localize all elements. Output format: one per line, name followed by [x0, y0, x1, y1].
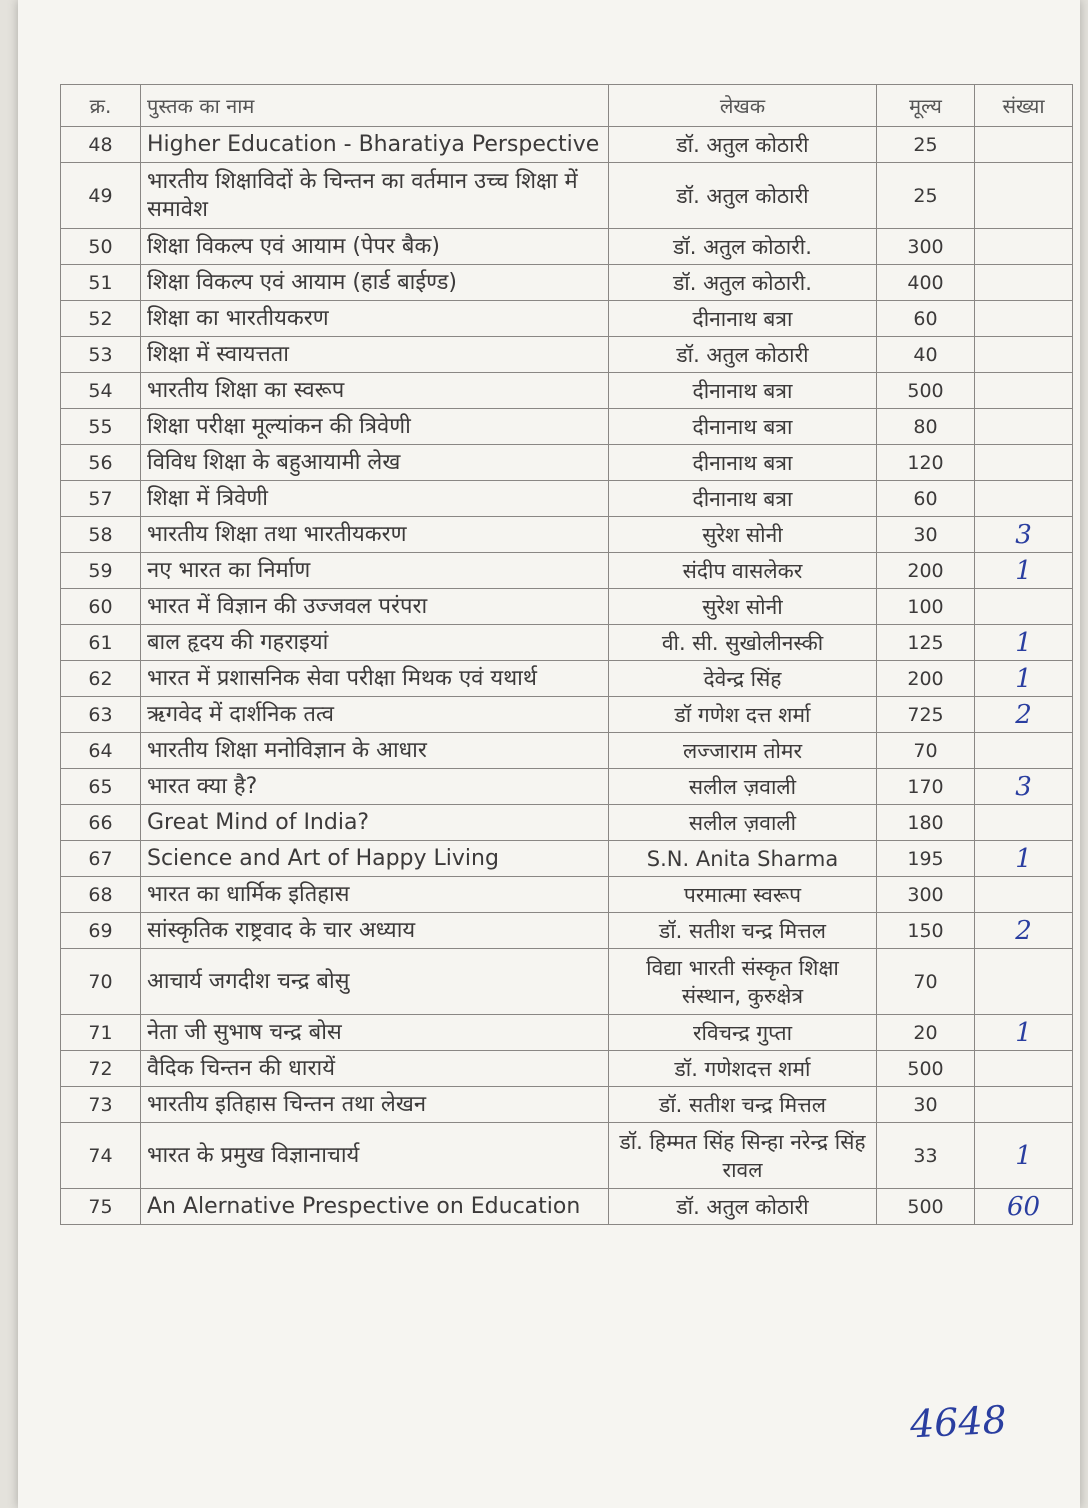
quantity-cell: 1: [975, 841, 1073, 877]
author-cell: दीनानाथ बत्रा: [609, 481, 877, 517]
author-cell: रविचन्द्र गुप्ता: [609, 1015, 877, 1051]
table-row: [61, 805, 1073, 841]
serial-cell: 74: [61, 1123, 141, 1189]
author-cell: दीनानाथ बत्रा: [609, 301, 877, 337]
price-cell: 500: [877, 1051, 975, 1087]
quantity-cell: [975, 877, 1073, 913]
author-cell: डॉ. अतुल कोठारी.: [609, 265, 877, 301]
serial-cell: 60: [61, 589, 141, 625]
quantity-cell: 2: [975, 913, 1073, 949]
table-row: [61, 913, 1073, 949]
table-row: [61, 337, 1073, 373]
quantity-cell: [975, 805, 1073, 841]
serial-cell: 57: [61, 481, 141, 517]
price-cell: 300: [877, 877, 975, 913]
serial-cell: 55: [61, 409, 141, 445]
quantity-cell: 3: [975, 517, 1073, 553]
price-cell: 400: [877, 265, 975, 301]
book-name-cell: भारत के प्रमुख विज्ञानाचार्य: [141, 1123, 609, 1189]
table-row: [61, 517, 1073, 553]
author-cell: वी. सी. सुखोलीनस्की: [609, 625, 877, 661]
quantity-cell: [975, 373, 1073, 409]
book-name-cell: भारत में प्रशासनिक सेवा परीक्षा मिथक एवं यथार्थ: [141, 661, 609, 697]
quantity-cell: 2: [975, 697, 1073, 733]
serial-cell: 65: [61, 769, 141, 805]
book-name-cell: भारतीय शिक्षा तथा भारतीयकरण: [141, 517, 609, 553]
quantity-cell: 1: [975, 553, 1073, 589]
quantity-cell: [975, 163, 1073, 229]
price-cell: 60: [877, 481, 975, 517]
price-cell: 150: [877, 913, 975, 949]
table-header-row: [61, 85, 1073, 127]
book-name-cell: भारत क्या है?: [141, 769, 609, 805]
serial-cell: 61: [61, 625, 141, 661]
table-row: [61, 163, 1073, 229]
serial-cell: 49: [61, 163, 141, 229]
price-cell: 70: [877, 733, 975, 769]
quantity-cell: 1: [975, 1015, 1073, 1051]
table-row: [61, 589, 1073, 625]
serial-cell: 54: [61, 373, 141, 409]
quantity-cell: [975, 733, 1073, 769]
book-list-table: [60, 84, 1073, 1225]
book-name-cell: भारतीय शिक्षाविदों के चिन्तन का वर्तमान उच्च शिक्षा में समावेश: [141, 163, 609, 229]
document-sheet: [18, 0, 1080, 1508]
quantity-cell: 1: [975, 625, 1073, 661]
author-cell: देवेन्द्र सिंह: [609, 661, 877, 697]
serial-cell: 72: [61, 1051, 141, 1087]
table-row: [61, 841, 1073, 877]
book-name-cell: Science and Art of Happy Living: [141, 841, 609, 877]
serial-cell: 71: [61, 1015, 141, 1051]
quantity-cell: [975, 409, 1073, 445]
price-cell: 25: [877, 163, 975, 229]
table-row: [61, 1123, 1073, 1189]
book-name-cell: भारत में विज्ञान की उज्जवल परंपरा: [141, 589, 609, 625]
quantity-cell: [975, 301, 1073, 337]
table-row: [61, 301, 1073, 337]
price-cell: 80: [877, 409, 975, 445]
price-cell: 200: [877, 553, 975, 589]
quantity-cell: [975, 127, 1073, 163]
table-row: [61, 949, 1073, 1015]
price-cell: 70: [877, 949, 975, 1015]
book-name-cell: नेता जी सुभाष चन्द्र बोस: [141, 1015, 609, 1051]
quantity-cell: [975, 949, 1073, 1015]
author-cell: डॉ. सतीश चन्द्र मित्तल: [609, 913, 877, 949]
handwritten-total: 4648: [908, 1397, 1008, 1447]
serial-cell: 75: [61, 1189, 141, 1225]
serial-cell: 51: [61, 265, 141, 301]
author-cell: डॉ. अतुल कोठारी: [609, 163, 877, 229]
serial-cell: 69: [61, 913, 141, 949]
book-name-cell: An Alernative Prespective on Education: [141, 1189, 609, 1225]
author-cell: डॉ गणेश दत्त शर्मा: [609, 697, 877, 733]
price-cell: 25: [877, 127, 975, 163]
table-row: [61, 481, 1073, 517]
author-cell: दीनानाथ बत्रा: [609, 373, 877, 409]
quantity-cell: 1: [975, 661, 1073, 697]
table-row: [61, 661, 1073, 697]
serial-cell: 70: [61, 949, 141, 1015]
author-cell: डॉ. अतुल कोठारी: [609, 337, 877, 373]
quantity-cell: [975, 337, 1073, 373]
price-cell: 30: [877, 1087, 975, 1123]
book-name-cell: शिक्षा में त्रिवेणी: [141, 481, 609, 517]
author-cell: संदीप वासलेकर: [609, 553, 877, 589]
table-row: [61, 733, 1073, 769]
header-price: मूल्य: [877, 85, 975, 127]
author-cell: दीनानाथ बत्रा: [609, 409, 877, 445]
author-cell: विद्या भारती संस्कृत शिक्षा संस्थान, कुरुक्षेत्र: [609, 949, 877, 1015]
author-cell: डॉ. अतुल कोठारी.: [609, 229, 877, 265]
price-cell: 30: [877, 517, 975, 553]
table-row: [61, 625, 1073, 661]
quantity-cell: [975, 1051, 1073, 1087]
serial-cell: 66: [61, 805, 141, 841]
quantity-cell: [975, 1087, 1073, 1123]
book-name-cell: ऋगवेद में दार्शनिक तत्व: [141, 697, 609, 733]
author-cell: डॉ. सतीश चन्द्र मित्तल: [609, 1087, 877, 1123]
serial-cell: 59: [61, 553, 141, 589]
quantity-cell: 3: [975, 769, 1073, 805]
serial-cell: 62: [61, 661, 141, 697]
author-cell: डॉ. अतुल कोठारी: [609, 127, 877, 163]
table-row: [61, 1189, 1073, 1225]
author-cell: लज्जाराम तोमर: [609, 733, 877, 769]
book-name-cell: आचार्य जगदीश चन्द्र बोसु: [141, 949, 609, 1015]
book-name-cell: Higher Education - Bharatiya Perspective: [141, 127, 609, 163]
price-cell: 20: [877, 1015, 975, 1051]
header-quantity: संख्या: [975, 85, 1073, 127]
book-name-cell: बाल हृदय की गहराइयां: [141, 625, 609, 661]
author-cell: सलील ज़वाली: [609, 769, 877, 805]
price-cell: 195: [877, 841, 975, 877]
table-row: [61, 373, 1073, 409]
quantity-cell: [975, 589, 1073, 625]
price-cell: 60: [877, 301, 975, 337]
quantity-cell: [975, 229, 1073, 265]
book-name-cell: भारतीय इतिहास चिन्तन तथा लेखन: [141, 1087, 609, 1123]
price-cell: 180: [877, 805, 975, 841]
book-name-cell: शिक्षा परीक्षा मूल्यांकन की त्रिवेणी: [141, 409, 609, 445]
table-row: [61, 1087, 1073, 1123]
price-cell: 500: [877, 373, 975, 409]
price-cell: 120: [877, 445, 975, 481]
serial-cell: 73: [61, 1087, 141, 1123]
table-row: [61, 265, 1073, 301]
header-author: लेखक: [609, 85, 877, 127]
book-name-cell: भारतीय शिक्षा का स्वरूप: [141, 373, 609, 409]
book-name-cell: विविध शिक्षा के बहुआयामी लेख: [141, 445, 609, 481]
serial-cell: 50: [61, 229, 141, 265]
serial-cell: 58: [61, 517, 141, 553]
serial-cell: 64: [61, 733, 141, 769]
table-row: [61, 409, 1073, 445]
price-cell: 40: [877, 337, 975, 373]
price-cell: 200: [877, 661, 975, 697]
author-cell: सलील ज़वाली: [609, 805, 877, 841]
book-name-cell: Great Mind of India?: [141, 805, 609, 841]
book-name-cell: शिक्षा का भारतीयकरण: [141, 301, 609, 337]
serial-cell: 52: [61, 301, 141, 337]
table-row: [61, 877, 1073, 913]
author-cell: सुरेश सोनी: [609, 589, 877, 625]
price-cell: 125: [877, 625, 975, 661]
author-cell: दीनानाथ बत्रा: [609, 445, 877, 481]
book-name-cell: वैदिक चिन्तन की धारायें: [141, 1051, 609, 1087]
quantity-cell: 60: [975, 1189, 1073, 1225]
table-row: [61, 229, 1073, 265]
author-cell: परमात्मा स्वरूप: [609, 877, 877, 913]
serial-cell: 48: [61, 127, 141, 163]
quantity-cell: [975, 481, 1073, 517]
header-book-name: पुस्तक का नाम: [141, 85, 609, 127]
serial-cell: 63: [61, 697, 141, 733]
serial-cell: 53: [61, 337, 141, 373]
book-name-cell: भारत का धार्मिक इतिहास: [141, 877, 609, 913]
book-name-cell: नए भारत का निर्माण: [141, 553, 609, 589]
table-row: [61, 1051, 1073, 1087]
author-cell: डॉ. गणेशदत्त शर्मा: [609, 1051, 877, 1087]
book-name-cell: भारतीय शिक्षा मनोविज्ञान के आधार: [141, 733, 609, 769]
serial-cell: 56: [61, 445, 141, 481]
price-cell: 300: [877, 229, 975, 265]
author-cell: S.N. Anita Sharma: [609, 841, 877, 877]
book-name-cell: शिक्षा में स्वायत्तता: [141, 337, 609, 373]
table-row: [61, 553, 1073, 589]
header-serial: क्र.: [61, 85, 141, 127]
price-cell: 100: [877, 589, 975, 625]
price-cell: 725: [877, 697, 975, 733]
price-cell: 170: [877, 769, 975, 805]
serial-cell: 67: [61, 841, 141, 877]
quantity-cell: 1: [975, 1123, 1073, 1189]
author-cell: डॉ. अतुल कोठारी: [609, 1189, 877, 1225]
table-row: [61, 697, 1073, 733]
book-name-cell: शिक्षा विकल्प एवं आयाम (पेपर बैक): [141, 229, 609, 265]
serial-cell: 68: [61, 877, 141, 913]
table-row: [61, 1015, 1073, 1051]
book-name-cell: सांस्कृतिक राष्ट्रवाद के चार अध्याय: [141, 913, 609, 949]
price-cell: 500: [877, 1189, 975, 1225]
quantity-cell: [975, 265, 1073, 301]
quantity-cell: [975, 445, 1073, 481]
book-name-cell: शिक्षा विकल्प एवं आयाम (हार्ड बाईण्ड): [141, 265, 609, 301]
author-cell: डॉ. हिम्मत सिंह सिन्हा नरेन्द्र सिंह रावल: [609, 1123, 877, 1189]
price-cell: 33: [877, 1123, 975, 1189]
table-row: [61, 127, 1073, 163]
author-cell: सुरेश सोनी: [609, 517, 877, 553]
table-row: [61, 445, 1073, 481]
table-row: [61, 769, 1073, 805]
